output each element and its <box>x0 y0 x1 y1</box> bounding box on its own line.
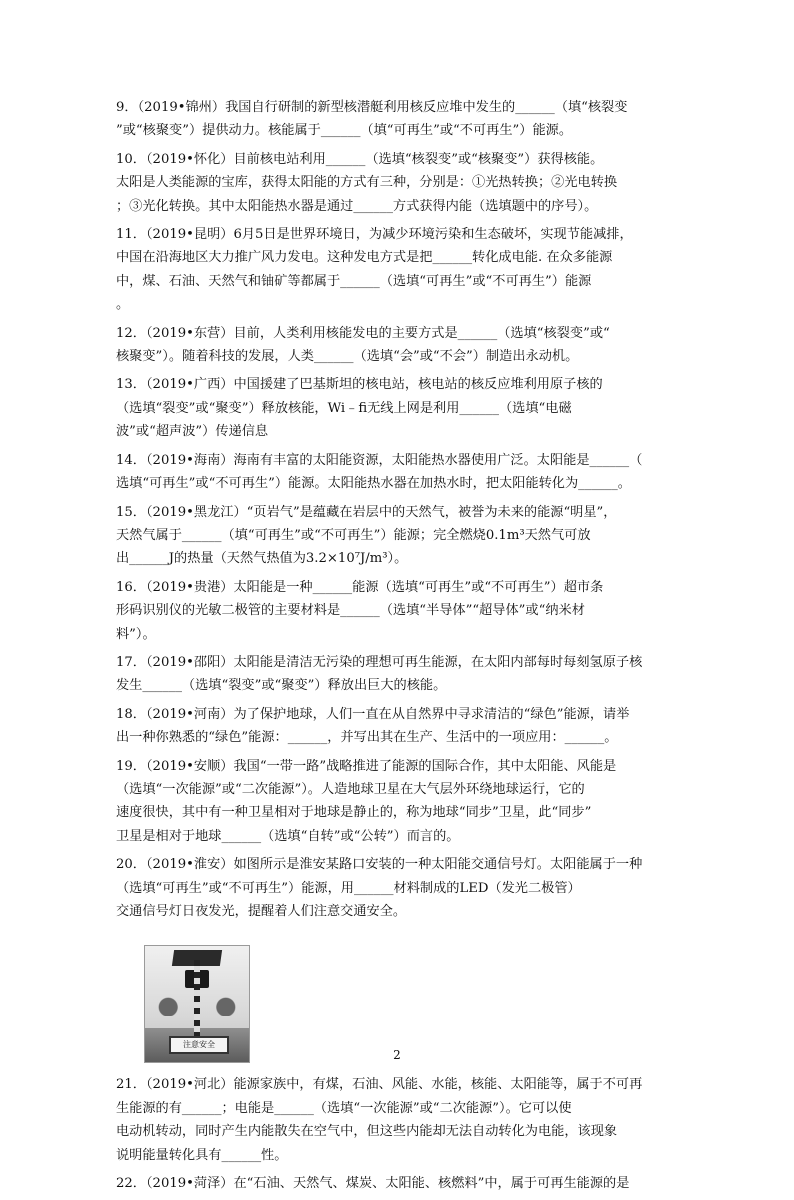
question-line: 生能源的有______；电能是______（选填“一次能源”或“二次能源”）。它可以使 <box>116 1100 572 1116</box>
question-list <box>116 96 696 1200</box>
signal-pole <box>194 960 200 1044</box>
question-item <box>116 373 696 443</box>
question-line: 。 <box>116 297 130 313</box>
question-item <box>116 576 696 646</box>
question-line: 21．（2019•河北）能源家族中，有煤，石油、风能、水能，核能、太阳能等，属于不可再 <box>116 1077 643 1093</box>
question-line: 速度很快，其中有一种卫星相对于地球是静止的，称为地球“同步”卫星，此“同步” <box>116 805 592 821</box>
question-line: ”或“核聚变”）提供动力。核能属于______（填“可再生”或“不可再生”）能源。 <box>116 123 573 139</box>
question-line: 发生______（选填“裂变”或“聚变”）释放出巨大的核能。 <box>116 678 447 694</box>
question-item <box>116 501 696 571</box>
question-line: 出______J的热量（天然气热值为3.2×10⁷J/m³）。 <box>116 551 408 567</box>
question-line: 波”或“超声波”）传递信息 <box>116 424 269 440</box>
question-item <box>116 853 696 923</box>
question-line: 太阳是人类能源的宝库，获得太阳能的方式有三种，分别是：①光热转换；②光电转换 <box>116 175 618 191</box>
question-line: 10．（2019•怀化）目前核电站利用______（选填“核裂变”或“核聚变”）获得核能。 <box>116 151 604 167</box>
question-line: 17．（2019•邵阳）太阳能是清洁无污染的理想可再生能源，在太阳内部每时每刻氢原子核 <box>116 654 643 670</box>
question-line: 12．（2019•东营）目前，人类利用核能发电的主要方式是______（选填“核裂变”或“ <box>116 325 610 341</box>
question-line: 19．（2019•安顺）我国“一带一路”战略推进了能源的国际合作，其中太阳能、风能是 <box>116 758 617 774</box>
question-line: 料”）。 <box>116 626 156 642</box>
question-item <box>116 703 696 750</box>
question-line: （选填“裂变”或“聚变”）释放核能，Wi﹣fi无线上网是利用______（选填“电磁 <box>116 400 572 416</box>
question-line: 15．（2019•黑龙江）“页岩气”是蕴藏在岩层中的天然气，被誉为未来的能源“明星”， <box>116 504 617 520</box>
question-line: 16．（2019•贵港）太阳能是一种______能源（选填“可再生”或“不可再生”）超市条 <box>116 579 604 595</box>
question-item <box>116 1073 696 1167</box>
question-line: 14．（2019•海南）海南有丰富的太阳能资源，太阳能热水器使用广泛。太阳能是______（ <box>116 452 643 468</box>
question-line: 11．（2019•昆明）6月5日是世界环境日，为减少环境污染和生态破坏，实现节能减排， <box>116 227 633 243</box>
question-line: （选填“可再生”或“不可再生”）能源，用______材料制成的LED（发光二极管） <box>116 880 581 896</box>
question-line: 核聚变”）。随着科技的发展，人类______（选填“会”或“不会”）制造出永动机。 <box>116 349 579 365</box>
question-item <box>116 651 696 698</box>
question-item <box>116 755 696 849</box>
question-line: 电动机转动，同时产生内能散失在空气中，但这些内能却无法自动转化为电能，该现象 <box>116 1124 618 1140</box>
page-number: 2 <box>393 1048 401 1062</box>
question-line: 20．（2019•淮安）如图所示是淮安某路口安装的一种太阳能交通信号灯。太阳能属于一种 <box>116 857 643 873</box>
question-line: 中国在沿海地区大力推广风力发电。这种发电方式是把______转化成电能. 在众多能源 <box>116 250 613 266</box>
question-line: 出一种你熟悉的“绿色”能源：______，并写出其在生产、生活中的一项应用：______。 <box>116 730 618 746</box>
warning-sign: 注意安全 <box>169 1036 229 1054</box>
question-line: 18．（2019•河南）为了保护地球，人们一直在从自然界中寻求清洁的“绿色”能源，请举 <box>116 706 630 722</box>
question-line: 9．（2019•锦州）我国自行研制的新型核潜艇利用核反应堆中发生的______（填“核裂变 <box>116 100 628 115</box>
question-item <box>116 148 696 218</box>
question-line: （选填“一次能源”或“二次能源”）。人造地球卫星在大气层外环绕地球运行，它的 <box>116 781 585 797</box>
question-line: 交通信号灯日夜发光，提醒着人们注意交通安全。 <box>116 904 407 919</box>
question-line: ；③光化转换。其中太阳能热水器是通过______方式获得内能（选填题中的序号）。 <box>116 198 598 214</box>
question-line: 卫星是相对于地球______（选填“自转”或“公转”）而言的。 <box>116 828 460 844</box>
question-line: 选填“可再生”或“不可再生”）能源。太阳能热水器在加热水时，把太阳能转化为______。 <box>116 476 631 492</box>
question-item <box>116 322 696 369</box>
solar-traffic-light-photo <box>144 945 250 1063</box>
question-line: 13．（2019•广西）中国援建了巴基斯坦的核电站，核电站的核反应堆利用原子核的 <box>116 377 603 393</box>
question-line: 22．（2019•菏泽）在“石油、天然气、煤炭、太阳能、核燃料”中，属于可再生能源的是 <box>116 1176 630 1192</box>
question-line: 天然气属于______（填“可再生”或“不可再生”）能源；完全燃烧0.1m³天然气可放 <box>116 527 591 543</box>
question-item <box>116 449 696 496</box>
question-item <box>116 223 696 317</box>
question-line: 中，煤、石油、天然气和铀矿等都属于______（选填“可再生”或“不可再生”）能源 <box>116 273 592 289</box>
question-line: 形码识别仪的光敏二极管的主要材料是______（选填“半导体”“超导体”或“纳米材 <box>116 603 585 619</box>
question-item <box>116 96 696 143</box>
question-line: 说明能量转化具有______性。 <box>116 1147 288 1163</box>
question-item <box>116 1172 696 1195</box>
